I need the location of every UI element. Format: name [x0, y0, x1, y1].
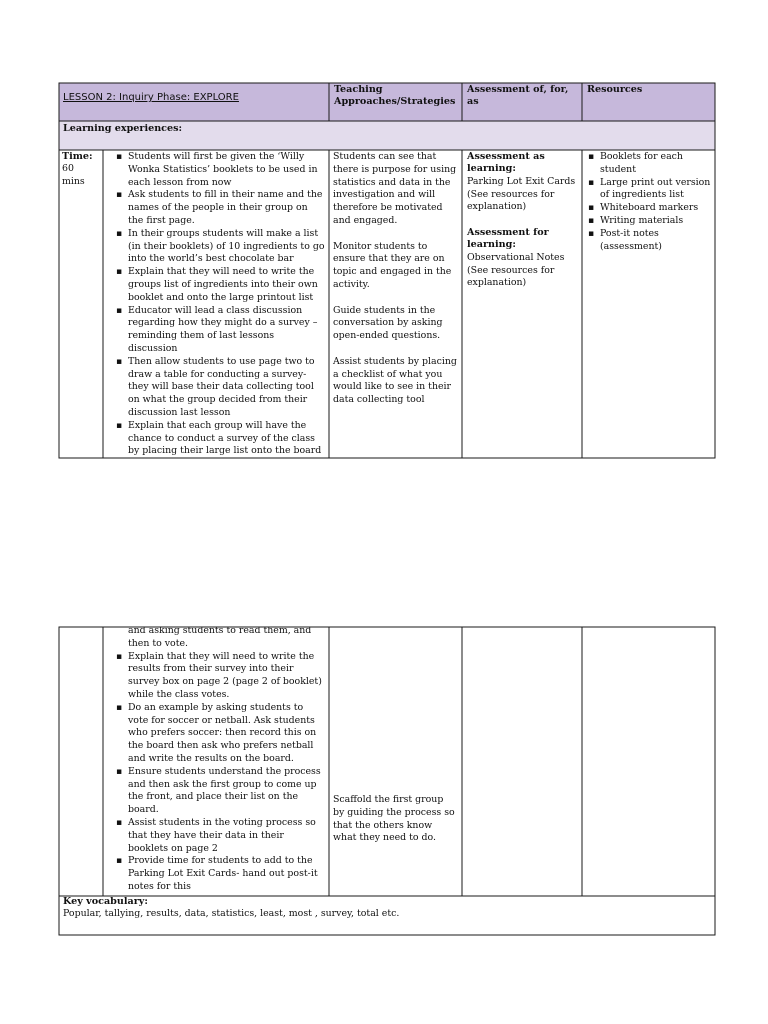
list-item: ▪ Educator will lead a class discussion regarding how they might do a survey – reminding them of last lessons discussion [114, 305, 325, 356]
list-item: ▪ Large print out version of ingredients list [586, 177, 711, 203]
assessment-heading-as: Assessment as learning: [467, 151, 545, 175]
assessment-heading-for: Assessment for learning: [467, 227, 549, 251]
teaching-heading: Teaching Approaches/Strategies [334, 84, 456, 108]
strategy-text: Students can see that there is purpose for using statistics and data in the investigation and will therefore be motivated and engaged. [333, 151, 457, 226]
list-item: ▪ Post-it notes (assessment) [586, 228, 711, 254]
list-item: ▪ Explain that they will need to write the results from their survey into their survey box on page 2 (page 2 of booklet) while the class votes. [114, 651, 325, 702]
assessment-text: Parking Lot Exit Cards (See resources for explanation) [467, 175, 576, 213]
learning-experiences-label: Learning experiences: [63, 123, 183, 134]
list-item: ▪ Provide time for students to add to the Parking Lot Exit Cards- hand out post-it notes for this [114, 855, 325, 893]
assessment-heading: Assessment of, for, as [467, 84, 569, 108]
strategy-text: Scaffold the first group by guiding the process so that the others know what they need to do. [333, 794, 455, 844]
list-item: ▪ Whiteboard markers [586, 202, 711, 215]
list-item: ▪ Explain that each group will have the chance to conduct a survey of the class by placing their large list onto the board [114, 420, 325, 458]
list-item: ▪ Students will first be given the ‘Willy Wonka Statistics’ booklets to be used in each lesson from now [114, 151, 325, 189]
list-item: ▪ Booklets for each student [586, 151, 711, 177]
continued-text: and asking students to read them, and then to vote. [128, 627, 312, 649]
key-vocabulary-text: Popular, tallying, results, data, statistics, least, most , survey, total etc. [63, 908, 400, 920]
strategy-text: Assist students by placing a checklist of what you would like to see in their data collecting tool [333, 355, 457, 406]
list-item: ▪ Ask students to fill in their name and the names of the people in their group on the first page. [114, 189, 325, 227]
resources-heading: Resources [587, 84, 643, 95]
list-item: ▪ Explain that they will need to write the groups list of ingredients into their own booklet and onto the large printout list [114, 266, 325, 304]
time-label: Time: [62, 151, 93, 162]
lesson-title: LESSON 2: Inquiry Phase: EXPLORE [63, 92, 239, 103]
list-item: ▪ In their groups students will make a list (in their booklets) of 10 ingredients to go into the world’s best chocolate bar [114, 228, 325, 266]
time-value: 60 mins [62, 163, 85, 188]
strategy-text: Monitor students to ensure that they are on topic and engaged in the activity. [333, 240, 452, 290]
assessment-text: Observational Notes (See resources for explanation) [467, 251, 565, 289]
list-item: ▪ Assist students in the voting process so that they have their data in their booklets on page 2 [114, 817, 325, 855]
strategy-text: Guide students in the conversation by asking open-ended questions. [333, 304, 443, 342]
list-item: ▪ Do an example by asking students to vote for soccer or netball. Ask students who prefers soccer: then record this on the board then ask who prefers netball and write the results on the board. [114, 702, 325, 766]
key-vocabulary-label: Key vocabulary: [63, 896, 148, 907]
list-item: ▪ Writing materials [586, 215, 711, 228]
list-item: ▪ Ensure students understand the process and then ask the first group to come up the front, and place their list on the board. [114, 766, 325, 817]
list-item: ▪ Then allow students to use page two to draw a table for conducting a survey- they will base their data collecting tool on what the group decided from their discussion last lesson [114, 356, 325, 420]
